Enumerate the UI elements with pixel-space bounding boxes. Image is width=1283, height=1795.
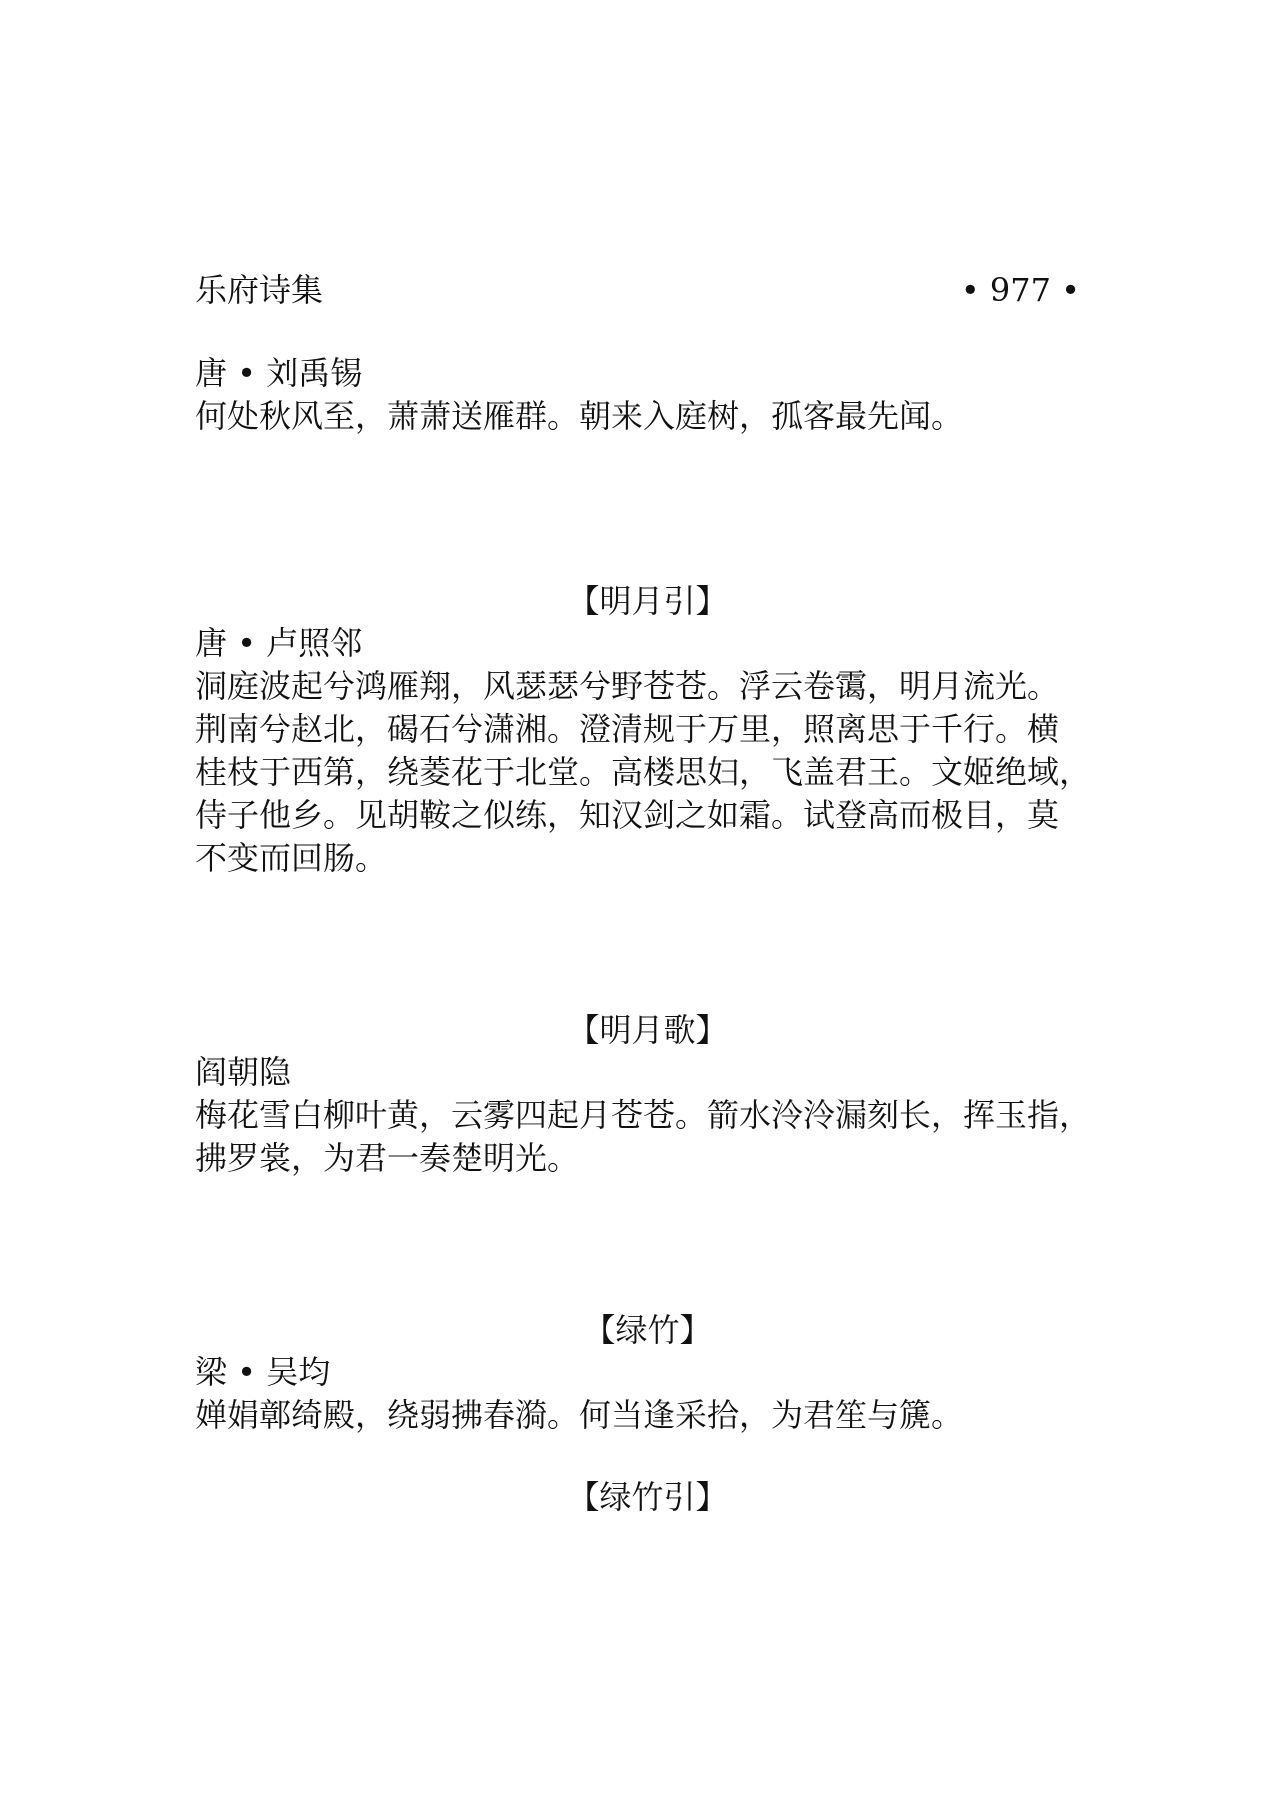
poem-line: 梅花雪白柳叶黄，云雾四起月苍苍。箭水泠泠漏刻长，挥玉指，	[195, 1096, 1092, 1134]
poem-author: 阎朝隐	[195, 1053, 292, 1091]
poem-mingyue-ge	[195, 1051, 1100, 1180]
poem-line: 侍子他乡。见胡鞍之似练，知汉剑之如霜。试登高而极目，莫	[195, 796, 1060, 834]
running-header	[195, 268, 1080, 312]
poem-author: 唐 • 刘禹锡	[195, 354, 363, 392]
poem-mingyue-yin	[195, 622, 1100, 880]
poem-author: 梁 • 吴均	[195, 1353, 331, 1391]
section-title-mingyue-yin: 【明月引】	[567, 582, 728, 620]
poem-liu-yuxi	[195, 352, 1100, 438]
poem-line: 婵娟鄣绮殿，绕弱拂春漪。何当逢采拾，为君笙与篪。	[195, 1396, 964, 1434]
page-number: • 977 •	[960, 271, 1080, 309]
poem-line: 荆南兮赵北，碣石兮潇湘。澄清规于万里，照离思于千行。横	[195, 710, 1060, 748]
poem-author: 唐 • 卢照邻	[195, 624, 363, 662]
poem-line: 拂罗裳，为君一奏楚明光。	[195, 1139, 580, 1177]
section-title-mingyue-ge: 【明月歌】	[567, 1011, 728, 1049]
poem-line: 洞庭波起兮鸿雁翔，风瑟瑟兮野苍苍。浮云卷霭，明月流光。	[195, 667, 1060, 705]
poem-lvzhu	[195, 1351, 1100, 1437]
poem-line: 桂枝于西第，绕菱花于北堂。高楼思妇，飞盖君王。文姬绝域，	[195, 753, 1092, 791]
section-title-lvzhu-yin: 【绿竹引】	[567, 1478, 728, 1516]
poem-line: 何处秋风至，萧萧送雁群。朝来入庭树，孤客最先闻。	[195, 397, 964, 435]
section-title-lvzhu: 【绿竹】	[583, 1311, 712, 1349]
book-title: 乐府诗集	[195, 271, 324, 309]
poem-line: 不变而回肠。	[195, 839, 388, 877]
